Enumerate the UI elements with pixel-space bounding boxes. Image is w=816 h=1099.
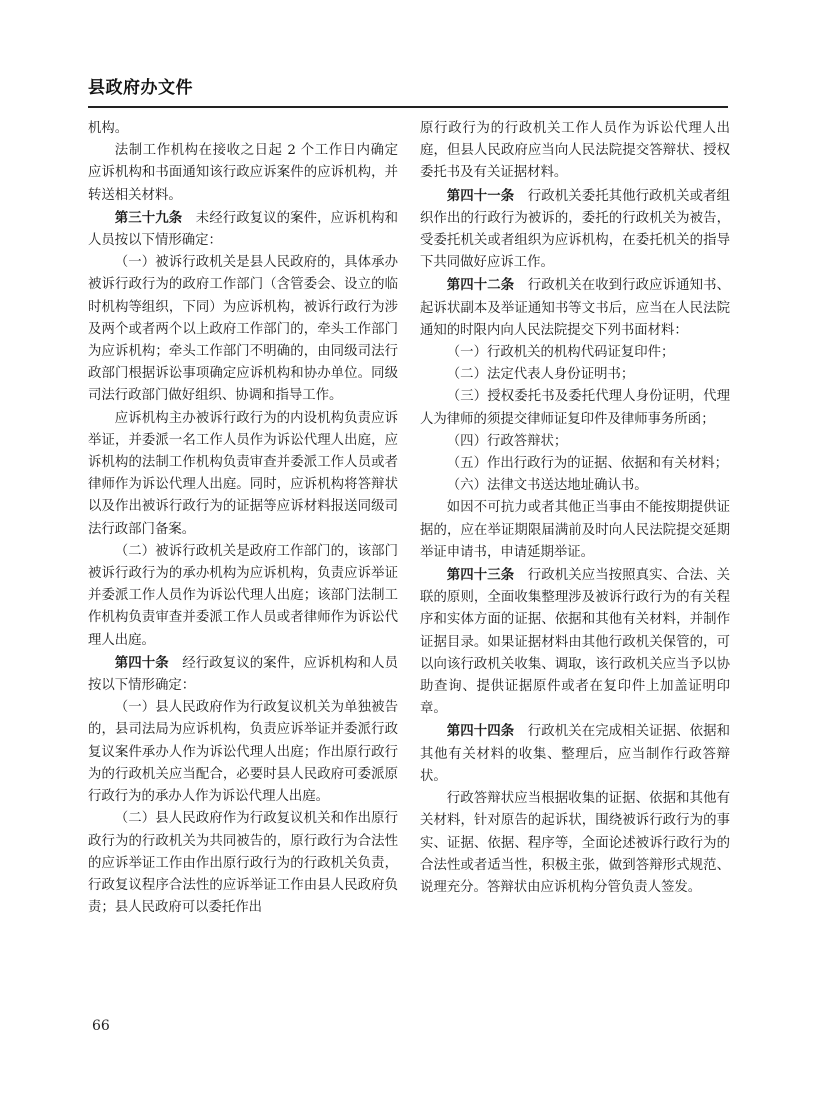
paragraph [420, 118, 730, 185]
paragraph [420, 274, 730, 342]
paragraph-text: 行政机关委托其他行政机关或者组织作出的行政行为被诉的，委托的行政机关为被告，受委托机关或者组织为应诉机构，在委托机关的指导下共同做好应诉工作。 [420, 188, 730, 271]
paragraph-text: （三）授权委托书及委托代理人身份证明，代理人为律师的须提交律师证复印件及律师事务所函； [420, 389, 730, 427]
right-column [420, 118, 730, 899]
paragraph [420, 788, 730, 899]
paragraph-text: （四）行政答辩状； [446, 433, 568, 449]
header-title: 县政府办文件 [88, 78, 193, 98]
paragraph [88, 408, 398, 541]
paragraph-text: 应诉机构主办被诉行政行为的内设机构负责应诉举证，并委派一名工作人员作为诉讼代理人出庭，应诉机构的法制工作机构负责审查并委派工作人员或者律师作为诉讼代理人出庭。同时，应诉机构将答辩状以及作出被诉行政行为的证据等应诉材料报送同级司法行政部门备案。 [88, 410, 398, 537]
paragraph-text: 行政答辩状应当根据收集的证据、依据和其他有关材料，针对原告的起诉状，围绕被诉行政行为的事实、证据、依据、程序等，全面论述被诉行政行为的合法性或者适当性，积极主张，做到答辩形式规范、说理充分。答辩状由应诉机构分管负责人签发。 [420, 791, 730, 895]
paragraph [88, 252, 398, 407]
paragraph-text: 未经行政复议的案件，应诉机构和人员按以下情形确定： [88, 210, 398, 249]
article-number: 第三十九条 [114, 209, 183, 226]
paragraph [88, 118, 398, 140]
header-divider [88, 106, 728, 108]
article-number: 第四十四条 [446, 723, 515, 740]
paragraph-text: （二）法定代表人身份证明书； [446, 367, 635, 383]
paragraph [88, 808, 398, 919]
paragraph [420, 386, 730, 430]
paragraph [88, 697, 398, 808]
paragraph [88, 652, 398, 697]
paragraph-text: 原行政行为的行政机关工作人员作为诉讼代理人出庭，但县人民政府应当向人民法院提交答辩状、授权委托书及有关证据材料。 [420, 121, 730, 181]
page-header [88, 76, 728, 108]
paragraph-text: 行政机关在完成相关证据、依据和其他有关材料的收集、整理后，应当制作行政答辩状。 [420, 724, 730, 784]
paragraph [88, 541, 398, 652]
paragraph [420, 720, 730, 788]
paragraph [420, 564, 730, 720]
paragraph-text: 机构。 [88, 121, 129, 136]
paragraph-text: （二）被诉行政机关是政府工作部门的，该部门被诉行政行为的承办机构为应诉机构，负责应诉举证并委派工作人员作为诉讼代理人出庭；该部门法制工作机构负责审查并委派工作人员或者律师作为诉讼代理人出庭。 [88, 543, 398, 648]
article-number: 第四十条 [114, 654, 169, 671]
paragraph [420, 453, 730, 475]
page-number: 66 [92, 1018, 110, 1034]
paragraph-text: （五）作出行政行为的证据、依据和有关材料； [446, 456, 728, 472]
paragraph-text: 行政机关在收到行政应诉通知书、起诉状副本及举证通知书等文书后，应当在人民法院通知的时限内向人民法院提交下列书面材料： [420, 278, 730, 338]
left-column [88, 118, 398, 919]
article-number: 第四十二条 [446, 277, 515, 294]
paragraph [88, 207, 398, 252]
paragraph-text: （一）县人民政府作为行政复议机关为单独被告的，县司法局为应诉机构，负责应诉举证并委派行政复议案件承办人作为诉讼代理人出庭；作出原行政行为的行政机关应当配合，必要时县人民政府可委派原行政行为的承办人作为诉讼代理人出庭。 [88, 700, 398, 805]
paragraph-text: 如因不可抗力或者其他正当事由不能按期提供证据的，应在举证期限届满前及时向人民法院提交延期举证申请书，申请延期举证。 [420, 500, 730, 560]
article-number: 第四十一条 [446, 187, 515, 204]
paragraph-text: （六）法律文书送达地址确认书。 [446, 478, 648, 494]
paragraph-text: （一）行政机关的机构代码证复印件； [446, 345, 675, 361]
paragraph [420, 185, 730, 275]
paragraph [420, 497, 730, 564]
paragraph-text: （二）县人民政府作为行政复议机关和作出原行政行为的行政机关为共同被告的，原行政行为合法性的应诉举证工作由作出原行政行为的行政机关负责，行政复议程序合法性的应诉举证工作由县人民政府负责；县人民政府可以委托作出 [88, 811, 398, 916]
paragraph [420, 364, 730, 386]
paragraph-text: 经行政复议的案件，应诉机构和人员按以下情形确定： [88, 655, 399, 694]
paragraph-text: （一）被诉行政机关是县人民政府的，具体承办被诉行政行为的政府工作部门（含管委会、设立的临时机构等组织，下同）为应诉机构，被诉行政行为涉及两个或者两个以上政府工作部门的，牵头工作部门为应诉机构；牵头工作部门不明确的，由同级司法行政部门根据诉讼事项确定应诉机构和协办单位。同级司法行政部门做好组织、协调和指导工作。 [88, 255, 398, 404]
paragraph [88, 140, 398, 207]
article-number: 第四十三条 [446, 567, 515, 584]
paragraph [420, 475, 730, 497]
paragraph-text: 行政机关应当按照真实、合法、关联的原则，全面收集整理涉及被诉行政行为的有关程序和实体方面的证据、依据和其他有关材料，并制作证据目录。如果证据材料由其他行政机关保管的，可以向该行政机关收集、调取，该行政机关应当予以协助查询、提供证据原件或者在复印件上加盖证明印章。 [420, 568, 730, 717]
paragraph [420, 342, 730, 364]
paragraph [420, 431, 730, 453]
paragraph-text: 法制工作机构在接收之日起 2 个工作日内确定应诉机构和书面通知该行政应诉案件的应诉机构，并转送相关材料。 [88, 143, 398, 203]
